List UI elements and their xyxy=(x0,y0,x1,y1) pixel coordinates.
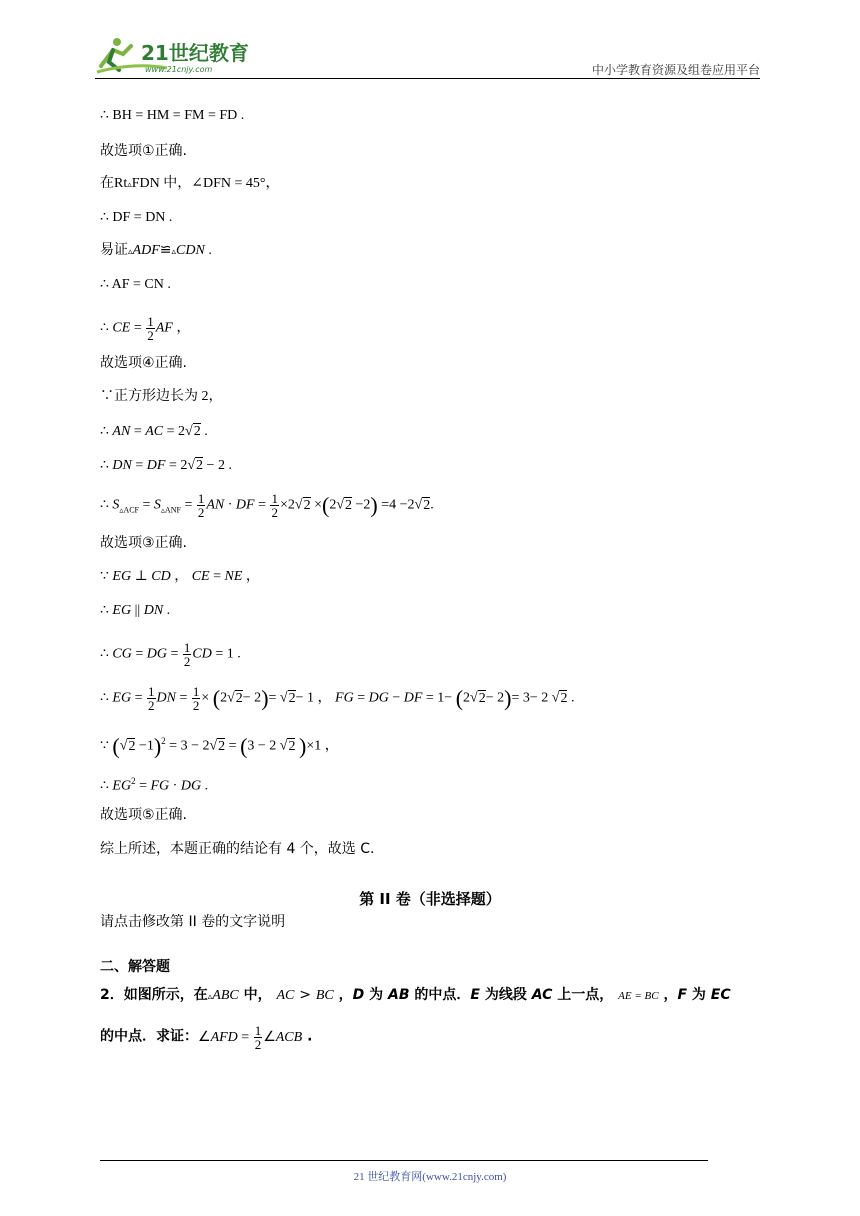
footer-divider xyxy=(100,1160,708,1161)
line-bh-hm: ∴ BH = HM = FM = FD . xyxy=(100,108,245,123)
line-an-ac: ∴ AN = AC = 2√2 . xyxy=(100,424,208,439)
section-note[interactable]: 请点击修改第 II 卷的文字说明 xyxy=(100,914,286,930)
line-option3-correct: 故选项③正确. xyxy=(100,535,188,551)
svg-text:21世纪教育: 21世纪教育 xyxy=(141,41,249,65)
question-line-1: 2．如图所示，在▵ABC 中， AC > BC ，D 为 AB 的中点．E 为线段 AC 上一点， AE = BC ，F 为 EC xyxy=(100,987,731,1003)
line-area: ∴ $S_{▵ACF} = S_{▵ANF}$ = $\frac{1}{2}$ AN · DF = $\frac{1}{2}$ ×2√2 ×(2√2 −2) =4 −2√2. xyxy=(100,491,434,520)
line-option1-correct: 故选项①正确. xyxy=(100,143,188,159)
question-line-2: 的中点．求证：∠AFD = $\frac{1}{2}$ ∠ACB . xyxy=(100,1023,313,1052)
line-ce-half-af: ∴ CE = $\frac{1}{2}$ AF ， xyxy=(100,314,191,343)
svg-text:www.21cnjy.com: www.21cnjy.com xyxy=(145,65,213,74)
header-platform-text: 中小学教育资源及组卷应用平台 xyxy=(591,63,760,77)
line-eg-fg: ∴ EG = $\frac{1}{2}$ DN = $\frac{1}{2}$ × (2√2− 2)= √2− 1 ， FG = DG − DF = 1− (2√2− 2)= 3− 2 √2 . xyxy=(100,684,575,713)
footer-text[interactable]: 21 世纪教育网(www.21cnjy.com) xyxy=(353,1171,507,1183)
line-eg-squared: ∴ $EG^2$ = FG · DG . xyxy=(100,776,209,794)
line-cg-dg: ∴ CG = DG = $\frac{1}{2}$ CD = 1 . xyxy=(100,640,241,669)
logo-21cnjy xyxy=(95,36,265,76)
line-congruent: 易证▵ADF≌▵CDN . xyxy=(100,243,212,258)
line-square-identity: ∵ $(√2 -1)^2 = 3 - 2√2 = (3 - 2$ √2 )×1 ， xyxy=(100,733,339,759)
line-option4-correct: 故选项④正确. xyxy=(100,355,188,371)
line-conclusion: 综上所述，本题正确的结论有 4 个，故选 C. xyxy=(100,841,375,857)
header-divider xyxy=(95,78,760,79)
page-header xyxy=(95,28,760,78)
part-heading: 二、解答题 xyxy=(100,959,170,975)
line-af-cn: ∴ AF = CN . xyxy=(100,277,171,292)
line-eg-parallel-dn: ∴ EG || DN . xyxy=(100,603,171,618)
line-eg-perp-cd: ∵ EG ⊥ CD ， CE = NE ， xyxy=(100,569,260,584)
line-option5-correct: 故选项⑤正确. xyxy=(100,807,188,823)
line-df-dn: ∴ DF = DN . xyxy=(100,210,173,225)
section-title: 第 II 卷（非选择题） xyxy=(359,890,501,908)
line-rt-triangle: 在Rt▵FDN 中，∠DFN = 45°， xyxy=(100,176,280,191)
line-dn-df: ∴ DN = DF = 2√2 − 2 . xyxy=(100,458,232,473)
line-side-length: ∵正方形边长为 2， xyxy=(100,389,223,404)
